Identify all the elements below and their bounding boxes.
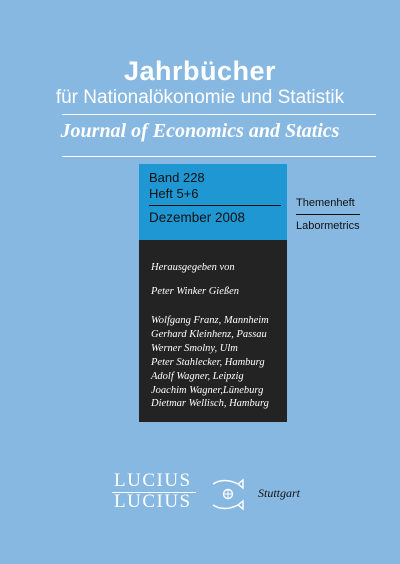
publisher-logo <box>108 470 204 514</box>
theme-label: Themenheft <box>296 197 355 209</box>
publisher-city: Stuttgart <box>258 486 301 500</box>
journal-subtitle: für Nationalökonomie und Statistik <box>55 87 345 108</box>
editor-chief: Peter Winker Gießen <box>151 286 240 297</box>
editor-item: Wolfgang Franz, Mannheim <box>151 315 269 326</box>
editor-item: Adolf Wagner, Leipzig <box>151 370 244 382</box>
editor-item: Dietmar Wellisch, Hamburg <box>151 398 269 410</box>
fish-emblem-icon <box>210 476 246 512</box>
title-divider-top <box>62 114 376 115</box>
title-divider-bottom <box>62 156 376 157</box>
editor-item: Gerhard Kleinhenz, Passau <box>151 328 267 340</box>
journal-title-english: Journal of Economics and Statics <box>60 120 340 142</box>
editors-list <box>151 314 269 411</box>
issue-divider <box>149 205 281 206</box>
issue-volume: Band 228 <box>149 170 205 185</box>
issue-box <box>139 164 287 240</box>
theme-topic: Labormetrics <box>296 220 360 232</box>
issue-number: Heft 5+6 <box>149 186 199 201</box>
editors-label: Herausgegeben von <box>151 262 235 273</box>
publisher-name-bottom: LUCIUS <box>114 491 192 512</box>
journal-title: Jahrbücher <box>123 56 277 86</box>
issue-date: Dezember 2008 <box>149 210 246 225</box>
editor-item: Joachim Wagner,Lüneburg <box>151 384 264 396</box>
publisher-name-top: LUCIUS <box>114 470 192 491</box>
editor-item: Werner Smolny, Ulm <box>151 342 238 354</box>
editor-item: Peter Stahlecker, Hamburg <box>151 356 265 368</box>
theme-divider <box>296 214 360 215</box>
